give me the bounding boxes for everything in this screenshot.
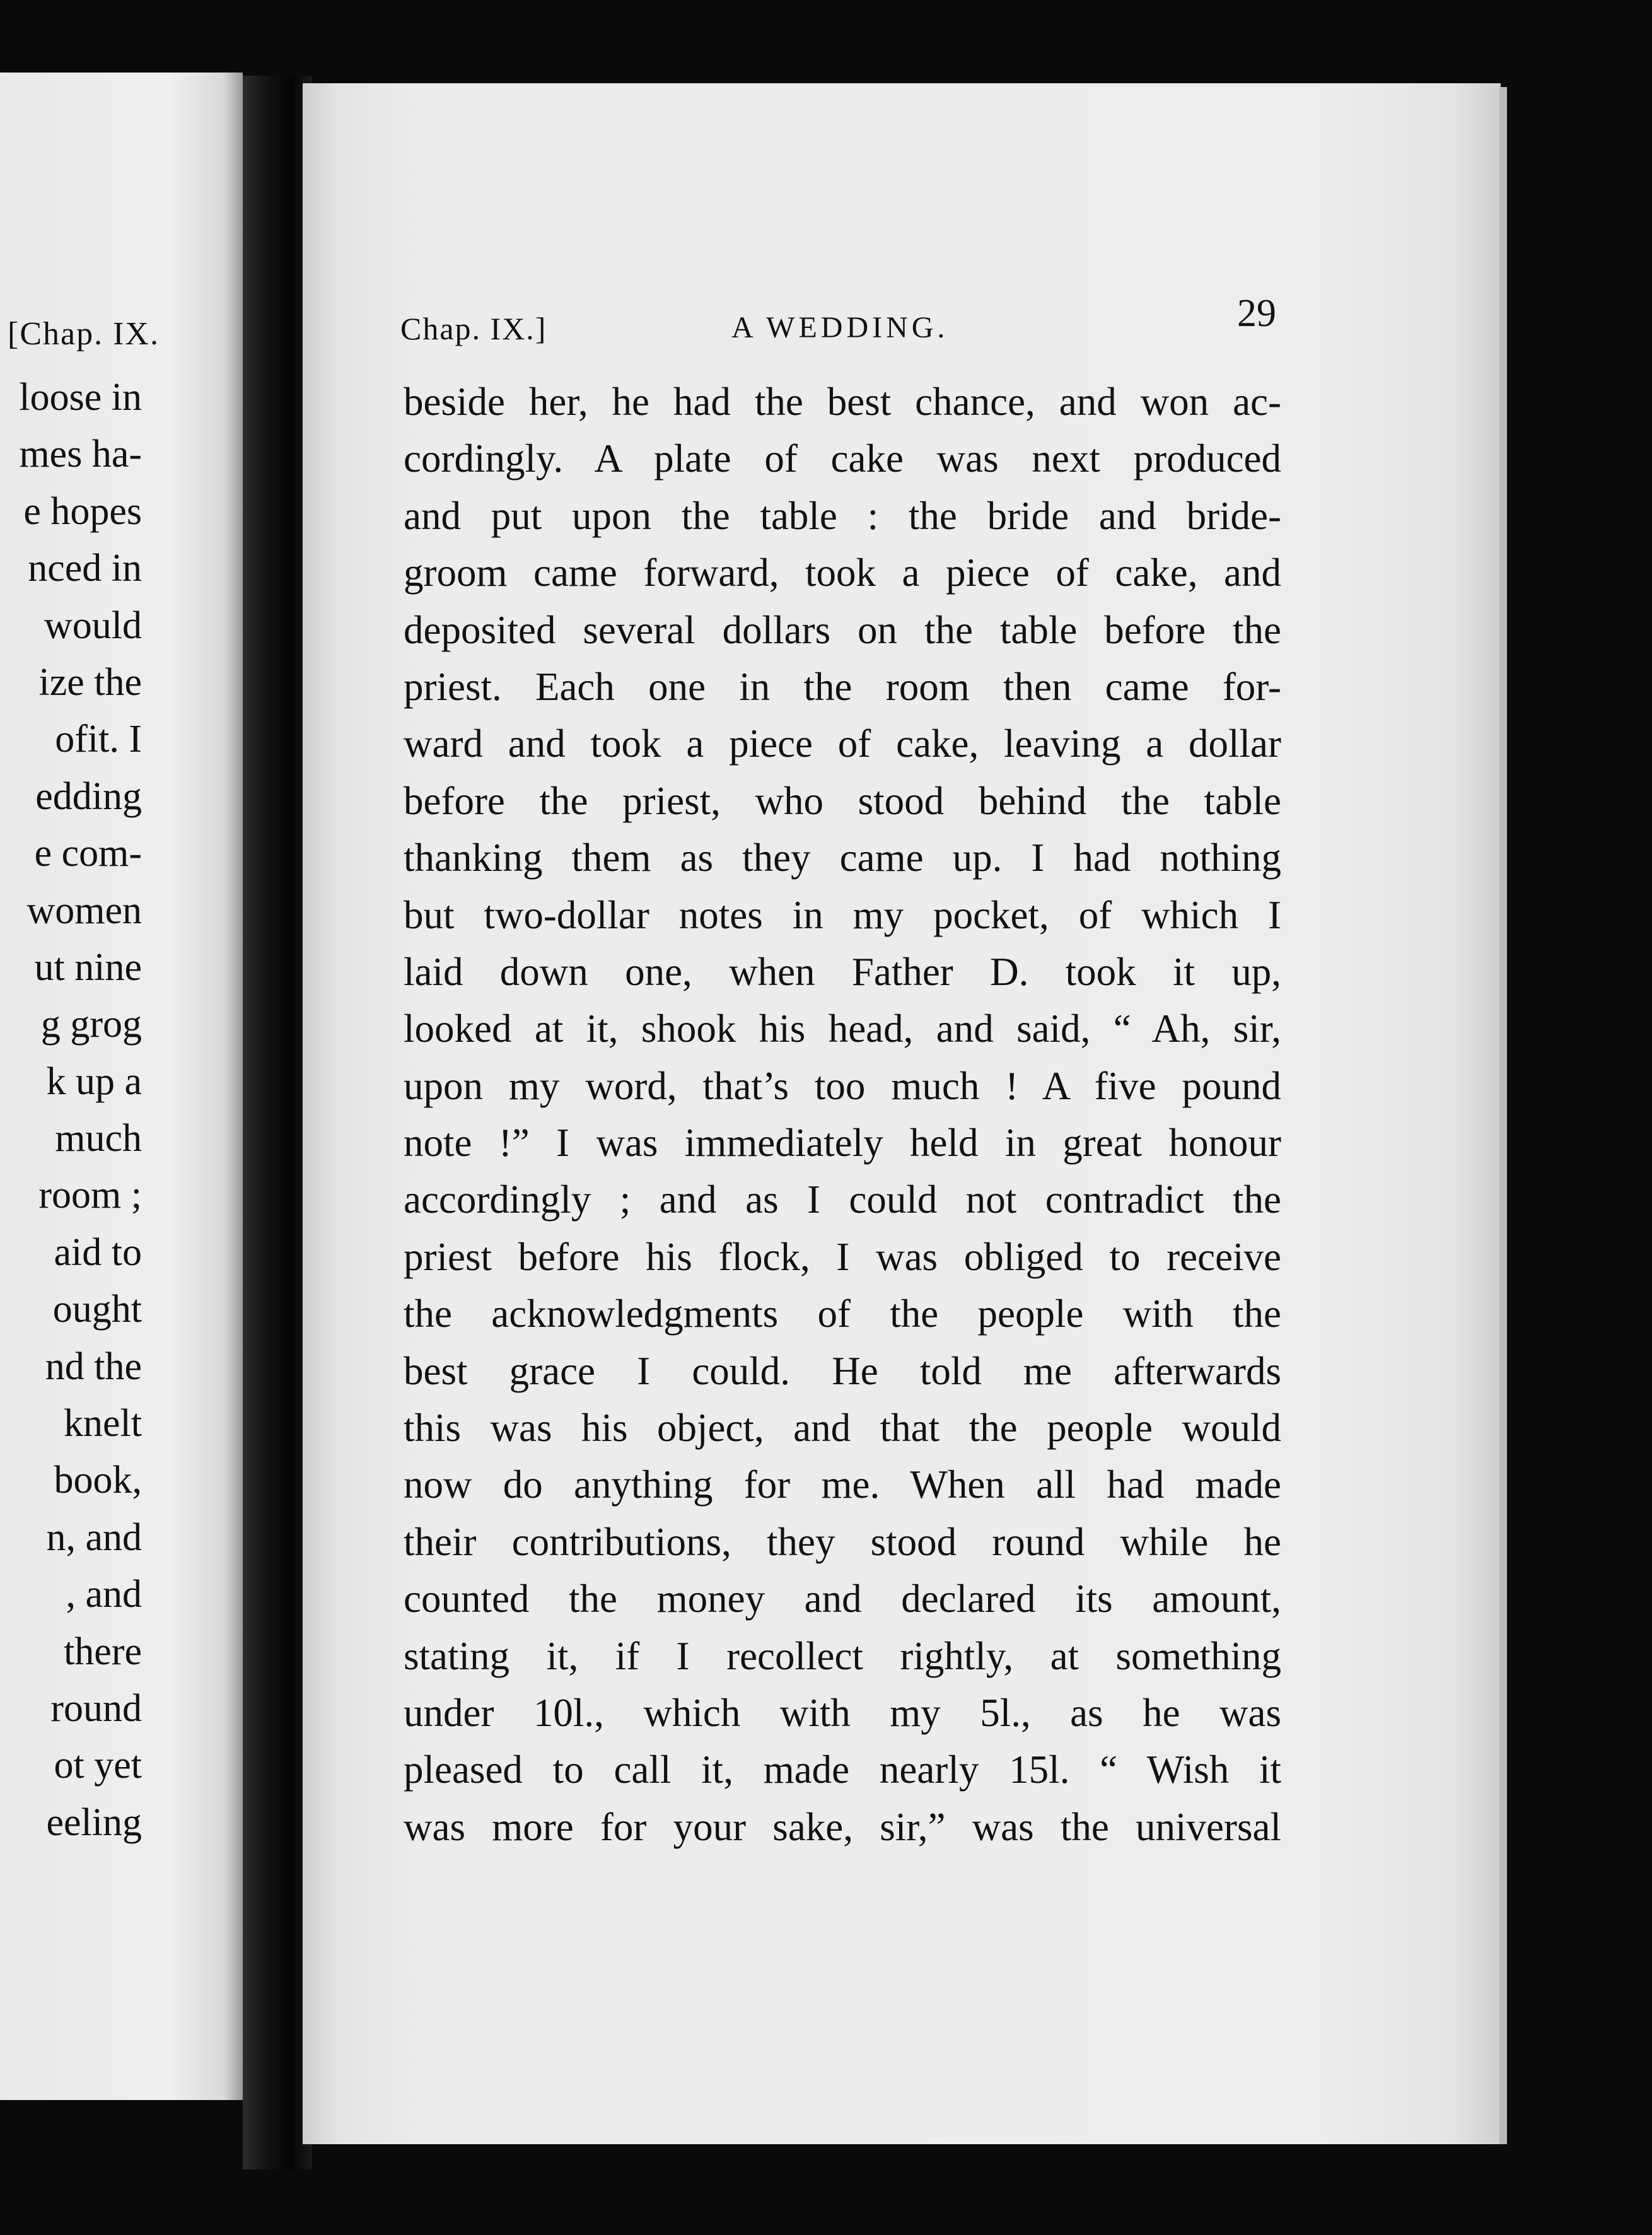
text-line: ize the xyxy=(38,660,142,704)
text-line: book, xyxy=(54,1459,142,1502)
text-line: aid to xyxy=(54,1230,142,1274)
book-gutter xyxy=(243,76,312,2169)
text-line: the acknowledgments of the people with the xyxy=(404,1292,1281,1336)
text-line: beside her, he had the best chance, and won ac- xyxy=(404,380,1281,424)
text-line: e com- xyxy=(34,832,142,875)
text-line: ought xyxy=(52,1288,142,1331)
text-line: laid down one, when Father D. took it up, xyxy=(404,949,1281,994)
text-line: women xyxy=(26,889,142,932)
text-line: priest before his flock, I was obliged to receive xyxy=(404,1234,1281,1279)
text-line: note !” I was immediately held in great honour xyxy=(404,1121,1281,1165)
text-line: there xyxy=(64,1630,142,1673)
text-line: eeling xyxy=(46,1800,142,1844)
text-line: cordingly. A plate of cake was next produced xyxy=(404,436,1281,481)
text-line: before the priest, who stood behind the table xyxy=(404,778,1281,823)
text-line: their contributions, they stood round while he xyxy=(404,1519,1281,1564)
text-line: groom came forward, took a piece of cake, and xyxy=(404,551,1281,595)
page-body-text xyxy=(404,373,1281,1855)
text-line: ofit. I xyxy=(55,718,142,761)
text-line: under 10l., which with my 5l., as he was xyxy=(404,1690,1281,1735)
text-line: much xyxy=(55,1117,142,1160)
text-line: k up a xyxy=(46,1059,142,1103)
text-line: e hopes xyxy=(23,489,142,533)
left-page xyxy=(0,73,243,2100)
text-line: n, and xyxy=(46,1515,142,1559)
text-line: mes ha- xyxy=(19,433,142,476)
text-line: thanking them as they came up. I had nothing xyxy=(404,836,1281,880)
text-line: upon my word, that’s too much ! A five pound xyxy=(404,1063,1281,1108)
text-line: nd the xyxy=(45,1345,142,1388)
left-running-head: [Chap. IX. xyxy=(8,316,160,352)
text-line: counted the money and declared its amount, xyxy=(404,1577,1281,1621)
text-line: edding xyxy=(35,774,142,818)
text-line: round xyxy=(50,1686,142,1730)
text-line: deposited several dollars on the table before the xyxy=(404,607,1281,652)
text-line: ward and took a piece of cake, leaving a dollar xyxy=(404,721,1281,766)
text-line: and put upon the table : the bride and bride- xyxy=(404,493,1281,538)
text-line: stating it, if I recollect rightly, at something xyxy=(404,1633,1281,1678)
text-line: but two-dollar notes in my pocket, of which I xyxy=(404,892,1281,937)
text-line: , and xyxy=(66,1573,142,1616)
text-line: ut nine xyxy=(34,945,142,989)
text-line: was more for your sake, sir,” was the universal xyxy=(404,1804,1281,1849)
text-line: loose in xyxy=(19,376,142,419)
text-line: g grog xyxy=(40,1003,142,1046)
text-line: nced in xyxy=(28,547,142,590)
text-line: this was his object, and that the people would xyxy=(404,1406,1281,1450)
page-edge xyxy=(1499,87,1507,2144)
text-line: ot yet xyxy=(54,1744,142,1787)
running-head-title: A WEDDING. xyxy=(731,311,949,344)
text-line: room ; xyxy=(38,1174,142,1217)
running-head-chapter: Chap. IX.] xyxy=(400,311,547,346)
left-page-text xyxy=(19,369,142,1851)
text-line: best grace I could. He told me afterwards xyxy=(404,1348,1281,1393)
page-number: 29 xyxy=(1237,292,1276,335)
text-line: now do anything for me. When all had made xyxy=(404,1462,1281,1507)
text-line: priest. Each one in the room then came for- xyxy=(404,664,1281,709)
text-line: would xyxy=(44,604,142,647)
text-line: knelt xyxy=(64,1402,142,1445)
text-line: looked at it, shook his head, and said, “ Ah, sir, xyxy=(404,1007,1281,1051)
text-line: pleased to call it, made nearly 15l. “ Wish it xyxy=(404,1748,1281,1792)
text-line: accordingly ; and as I could not contradict the xyxy=(404,1177,1281,1222)
